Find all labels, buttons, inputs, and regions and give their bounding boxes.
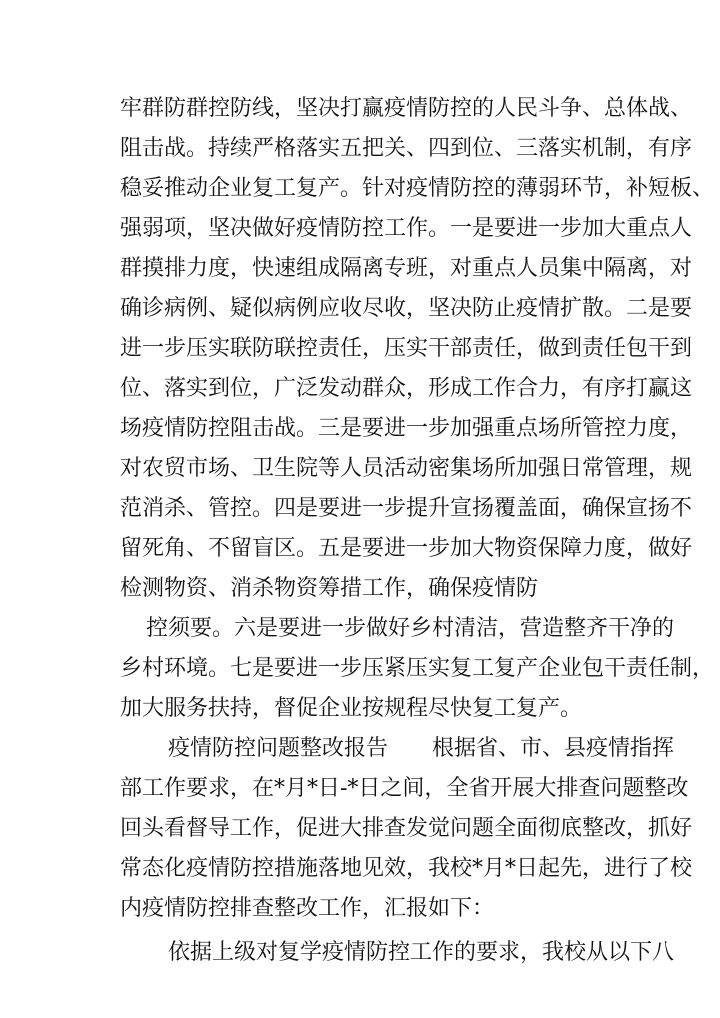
- text-line-11: 范消杀、管控。四是要进一步提升宣扬覆盖面，确保宣扬不: [120, 496, 693, 521]
- text-line-20: 常态化疫情防控措施落地见效，我校*月*日起先，进行了校: [120, 856, 693, 881]
- text-line-10: 对农贸市场、卫生院等人员活动密集场所加强日常管理，规: [120, 456, 693, 481]
- text-line-5: 群摸排力度，快速组成隔离专班，对重点人员集中隔离，对: [120, 256, 693, 281]
- report-title-line: 疫情防控问题整改报告 根据省、市、县疫情指挥: [168, 736, 675, 761]
- text-line-12: 留死角、不留盲区。五是要进一步加大物资保障力度，做好: [120, 536, 693, 561]
- text-line-21: 内疫情防控排查整改工作，汇报如下：: [120, 896, 495, 921]
- text-line-9: 场疫情防控阻击战。三是要进一步加强重点场所管控力度，: [120, 416, 693, 441]
- text-line-16: 加大服务扶持，督促企业按规程尽快复工复产。: [120, 696, 583, 721]
- text-line-22: 依据上级对复学疫情防控工作的要求，我校从以下八: [168, 940, 675, 965]
- text-line-1: 牢群防群控防线，坚决打赢疫情防控的人民斗争、总体战、: [120, 96, 693, 121]
- text-line-7: 进一步压实联防联控责任，压实干部责任，做到责任包干到: [120, 336, 693, 361]
- text-line-4: 强弱项，坚决做好疫情防控工作。一是要进一步加大重点人: [120, 216, 693, 241]
- text-line-14: 控须要。六是要进一步做好乡村清洁，营造整齐干净的: [146, 616, 675, 641]
- text-line-2: 阻击战。持续严格落实五把关、四到位、三落实机制，有序: [120, 136, 693, 161]
- text-line-19: 回头看督导工作，促进大排查发觉问题全面彻底整改，抓好: [120, 816, 693, 841]
- text-line-18: 部工作要求，在*月*日-*日之间，全省开展大排查问题整改: [120, 776, 689, 801]
- text-line-8: 位、落实到位，广泛发动群众，形成工作合力，有序打赢这: [120, 376, 693, 401]
- text-line-6: 确诊病例、疑似病例应收尽收，坚决防止疫情扩散。二是要: [120, 296, 693, 321]
- text-line-3: 稳妥推动企业复工复产。针对疫情防控的薄弱环节，补短板、: [120, 176, 715, 201]
- text-line-15: 乡村环境。七是要进一步压紧压实复工复产企业包干责任制，: [120, 656, 715, 681]
- text-line-13: 检测物资、消杀物资筹措工作，确保疫情防: [120, 576, 539, 601]
